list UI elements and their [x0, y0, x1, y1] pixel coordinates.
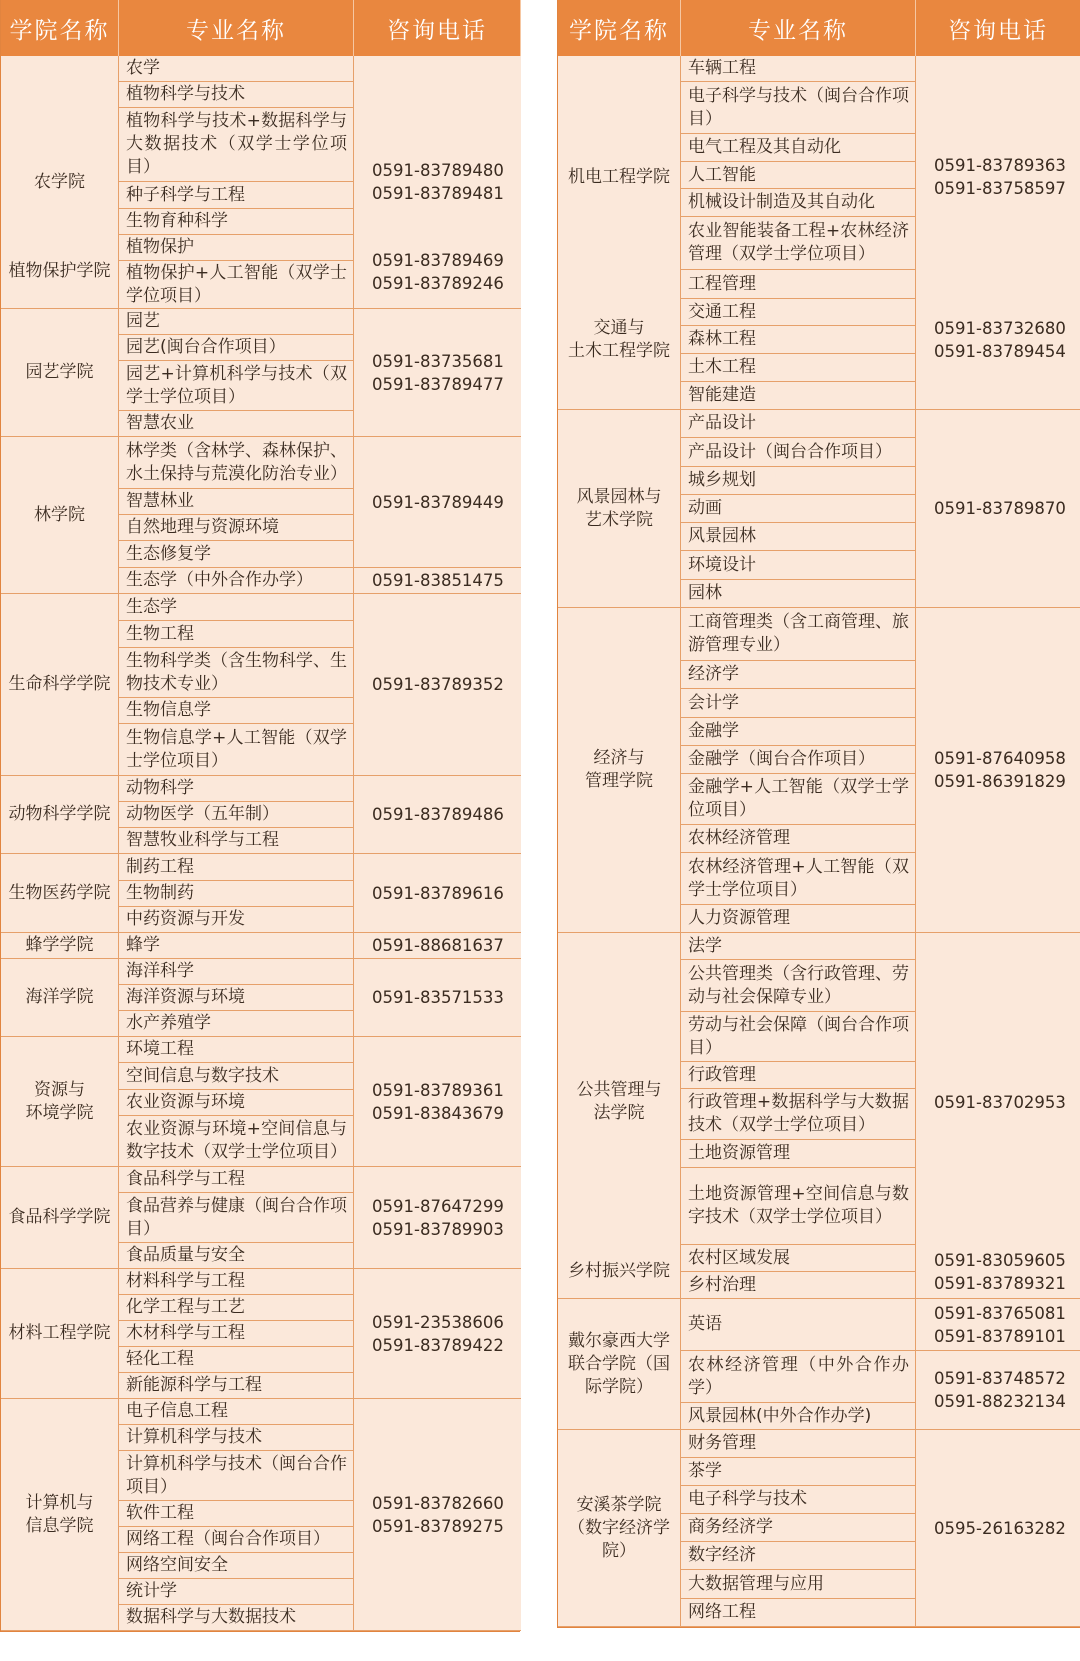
header-college: 学院名称: [1, 0, 119, 56]
college-cell: 海洋学院: [1, 959, 119, 1037]
phone-cell: 0591-83789870: [916, 410, 1080, 608]
major-cell: 园艺: [119, 309, 354, 335]
left-table: [0, 0, 520, 1632]
major-cell: 网络工程（闽台合作项目）: [119, 1527, 354, 1553]
major-cell: 园林: [681, 580, 916, 608]
major-cell: 机械设计制造及其自动化: [681, 189, 916, 217]
college-cell: 乡村振兴学院: [558, 1245, 681, 1299]
major-cell: 智慧林业: [119, 489, 354, 515]
phone-cell: 0591-87647299 0591-83789903: [354, 1167, 521, 1269]
major-cell: 数字经济: [681, 1542, 916, 1570]
major-cell: 轻化工程: [119, 1347, 354, 1373]
major-cell: 人力资源管理: [681, 905, 916, 933]
major-cell: 行政管理+数据科学与大数据技术（双学士学位项目）: [681, 1089, 916, 1140]
major-cell: 智慧牧业科学与工程: [119, 828, 354, 854]
major-cell: 生物育种科学: [119, 209, 354, 235]
college-cell: 材料工程学院: [1, 1269, 119, 1399]
major-cell: 动画: [681, 495, 916, 523]
major-cell: 海洋资源与环境: [119, 985, 354, 1011]
major-cell: 金融学: [681, 718, 916, 746]
phone-cell: 0591-83789480 0591-83789481: [354, 56, 521, 309]
major-cell: 食品质量与安全: [119, 1243, 354, 1269]
major-cell: 植物保护+人工智能（双学士学位项目）: [119, 261, 354, 309]
phone-cell: 0591-83789616: [354, 854, 521, 933]
major-cell: 生态修复学: [119, 541, 354, 568]
major-cell: 工程管理: [681, 270, 916, 299]
phone-cell: 0591-83732680 0591-83789454: [916, 270, 1080, 410]
major-cell: 产品设计（闽台合作项目）: [681, 438, 916, 467]
major-cell: 动物医学（五年制）: [119, 802, 354, 828]
major-cell: 生态学（中外合作办学）: [119, 568, 354, 594]
phone-cell: 0595-26163282: [916, 1430, 1080, 1627]
college-cell: 公共管理与 法学院: [558, 933, 681, 1272]
major-cell: 动物科学: [119, 776, 354, 802]
college-cell: 计算机与 信息学院: [1, 1399, 119, 1631]
major-cell: 生物工程: [119, 621, 354, 648]
college-cell: 交通与 土木工程学院: [558, 270, 681, 410]
right-table: [557, 0, 1080, 1628]
phone-cell: 0591-83851475: [354, 568, 521, 594]
header-phone: 咨询电话: [916, 0, 1080, 56]
major-cell: 生物信息学+人工智能（双学士学位项目）: [119, 724, 354, 776]
college-cell: 经济与 管理学院: [558, 608, 681, 933]
major-cell: 行政管理: [681, 1062, 916, 1089]
major-cell: 食品营养与健康（闽台合作项目）: [119, 1193, 354, 1243]
college-cell: 戴尔豪西大学联合学院（国际学院）: [558, 1299, 681, 1430]
major-cell: 农林经济管理: [681, 825, 916, 853]
major-cell: 电子科学与技术: [681, 1486, 916, 1514]
college-cell: 植物保护学院: [1, 235, 119, 309]
major-cell: 空间信息与数字技术: [119, 1063, 354, 1090]
major-cell: 工商管理类（含工商管理、旅游管理专业）: [681, 608, 916, 661]
phone-cell: 0591-83789449: [354, 437, 521, 568]
major-cell: 新能源科学与工程: [119, 1373, 354, 1399]
major-cell: 金融学+人工智能（双学士学位项目）: [681, 774, 916, 825]
major-cell: 环境设计: [681, 551, 916, 580]
major-cell: 电气工程及其自动化: [681, 134, 916, 162]
college-cell: 动物科学学院: [1, 776, 119, 854]
major-cell: 交通工程: [681, 299, 916, 326]
major-cell: 水产养殖学: [119, 1011, 354, 1037]
major-cell: 乡村治理: [681, 1272, 916, 1299]
phone-cell: 0591-23538606 0591-83789422: [354, 1269, 521, 1399]
major-cell: 智慧农业: [119, 411, 354, 437]
phone-cell: 0591-83782660 0591-83789275: [354, 1399, 521, 1631]
major-cell: 土木工程: [681, 354, 916, 382]
major-cell: 财务管理: [681, 1430, 916, 1458]
major-cell: 计算机科学与技术: [119, 1425, 354, 1451]
major-cell: 材料科学与工程: [119, 1269, 354, 1295]
major-cell: 公共管理类（含行政管理、劳动与社会保障专业）: [681, 960, 916, 1012]
major-cell: 林学类（含林学、森林保护、水土保持与荒漠化防治专业）: [119, 437, 354, 489]
major-cell: 网络工程: [681, 1599, 916, 1627]
major-cell: 土地资源管理+空间信息与数字技术（双学士学位项目）: [681, 1168, 916, 1245]
major-cell: 网络空间安全: [119, 1553, 354, 1579]
major-cell: 植物科学与技术: [119, 82, 354, 108]
college-cell: 林学院: [1, 437, 119, 594]
major-cell: 软件工程: [119, 1501, 354, 1527]
phone-cell: 0591-83571533: [354, 959, 521, 1037]
major-cell: 土地资源管理: [681, 1140, 916, 1168]
major-cell: 植物科学与技术+数据科学与大数据技术（双学士学位项目）: [119, 108, 354, 182]
major-cell: 生态学: [119, 594, 354, 621]
major-cell: 木材科学与工程: [119, 1321, 354, 1347]
phone-cell: 0591-87640958 0591-86391829: [916, 608, 1080, 933]
major-cell: 茶学: [681, 1458, 916, 1486]
college-cell: 资源与 环境学院: [1, 1037, 119, 1167]
major-cell: 电子信息工程: [119, 1399, 354, 1425]
major-cell: 中药资源与开发: [119, 907, 354, 933]
major-cell: 园艺+计算机科学与技术（双学士学位项目）: [119, 361, 354, 411]
major-cell: 人工智能: [681, 162, 916, 189]
major-cell: 车辆工程: [681, 56, 916, 82]
major-cell: 农业资源与环境+空间信息与数字技术（双学士学位项目）: [119, 1116, 354, 1167]
header-major: 专业名称: [119, 0, 354, 56]
major-cell: 海洋科学: [119, 959, 354, 985]
major-cell: 金融学（闽台合作项目）: [681, 746, 916, 774]
college-cell: 食品科学学院: [1, 1167, 119, 1269]
college-cell: 机电工程学院: [558, 56, 681, 299]
major-cell: 生物制药: [119, 881, 354, 907]
major-cell: 农林经济管理（中外合作办学）: [681, 1351, 916, 1403]
major-cell: 会计学: [681, 689, 916, 718]
major-cell: 智能建造: [681, 382, 916, 410]
major-cell: 农学: [119, 56, 354, 82]
phone-cell: 0591-88681637: [354, 933, 521, 959]
major-cell: 农村区域发展: [681, 1245, 916, 1272]
major-cell: 统计学: [119, 1579, 354, 1605]
major-cell: 食品科学与工程: [119, 1167, 354, 1193]
major-cell: 经济学: [681, 661, 916, 689]
phone-cell: 0591-83789486: [354, 776, 521, 854]
major-cell: 数据科学与大数据技术: [119, 1605, 354, 1631]
major-cell: 法学: [681, 933, 916, 960]
major-cell: 产品设计: [681, 410, 916, 438]
major-cell: 森林工程: [681, 326, 916, 354]
phone-cell: 0591-83748572 0591-88232134: [916, 1351, 1080, 1430]
college-cell: 生命科学学院: [1, 594, 119, 776]
major-cell: 生物信息学: [119, 698, 354, 724]
major-cell: 风景园林(中外合作办学): [681, 1403, 916, 1430]
major-cell: 计算机科学与技术（闽台合作项目）: [119, 1451, 354, 1501]
college-cell: 园艺学院: [1, 309, 119, 437]
phone-cell: 0591-83789363 0591-83758597: [916, 56, 1080, 299]
major-cell: 商务经济学: [681, 1514, 916, 1542]
phone-cell: 0591-83765081 0591-83789101: [916, 1299, 1080, 1351]
header-phone: 咨询电话: [354, 0, 521, 56]
major-cell: 园艺(闽台合作项目）: [119, 335, 354, 361]
phone-cell: 0591-83789361 0591-83843679: [354, 1037, 521, 1167]
college-cell: 农学院: [1, 56, 119, 309]
header-major: 专业名称: [681, 0, 916, 56]
major-cell: 自然地理与资源环境: [119, 515, 354, 541]
major-cell: 植物保护: [119, 235, 354, 261]
major-cell: 蜂学: [119, 933, 354, 959]
major-cell: 电子科学与技术（闽台合作项目）: [681, 82, 916, 134]
major-cell: 农林经济管理+人工智能（双学士学位项目）: [681, 853, 916, 905]
major-cell: 风景园林: [681, 523, 916, 551]
college-cell: 风景园林与 艺术学院: [558, 410, 681, 608]
major-cell: 大数据管理与应用: [681, 1570, 916, 1599]
major-cell: 种子科学与工程: [119, 182, 354, 209]
major-cell: 劳动与社会保障（闽台合作项目）: [681, 1012, 916, 1062]
phone-cell: 0591-83789469 0591-83789246: [354, 235, 521, 309]
college-cell: 生物医药学院: [1, 854, 119, 933]
phone-cell: 0591-83735681 0591-83789477: [354, 309, 521, 437]
major-cell: 制药工程: [119, 854, 354, 881]
major-cell: 环境工程: [119, 1037, 354, 1063]
major-cell: 生物科学类（含生物科学、生物技术专业）: [119, 648, 354, 698]
header-college: 学院名称: [558, 0, 681, 56]
major-cell: 英语: [681, 1299, 916, 1351]
phone-cell: 0591-83789352: [354, 594, 521, 776]
college-cell: 蜂学学院: [1, 933, 119, 959]
major-cell: 农业智能装备工程+农林经济管理（双学士学位项目）: [681, 217, 916, 270]
major-cell: 城乡规划: [681, 467, 916, 495]
major-cell: 农业资源与环境: [119, 1090, 354, 1116]
phone-cell: 0591-83702953: [916, 933, 1080, 1272]
major-cell: 化学工程与工艺: [119, 1295, 354, 1321]
college-cell: 安溪茶学院（数字经济学院）: [558, 1430, 681, 1627]
phone-cell: 0591-83059605 0591-83789321: [916, 1245, 1080, 1299]
